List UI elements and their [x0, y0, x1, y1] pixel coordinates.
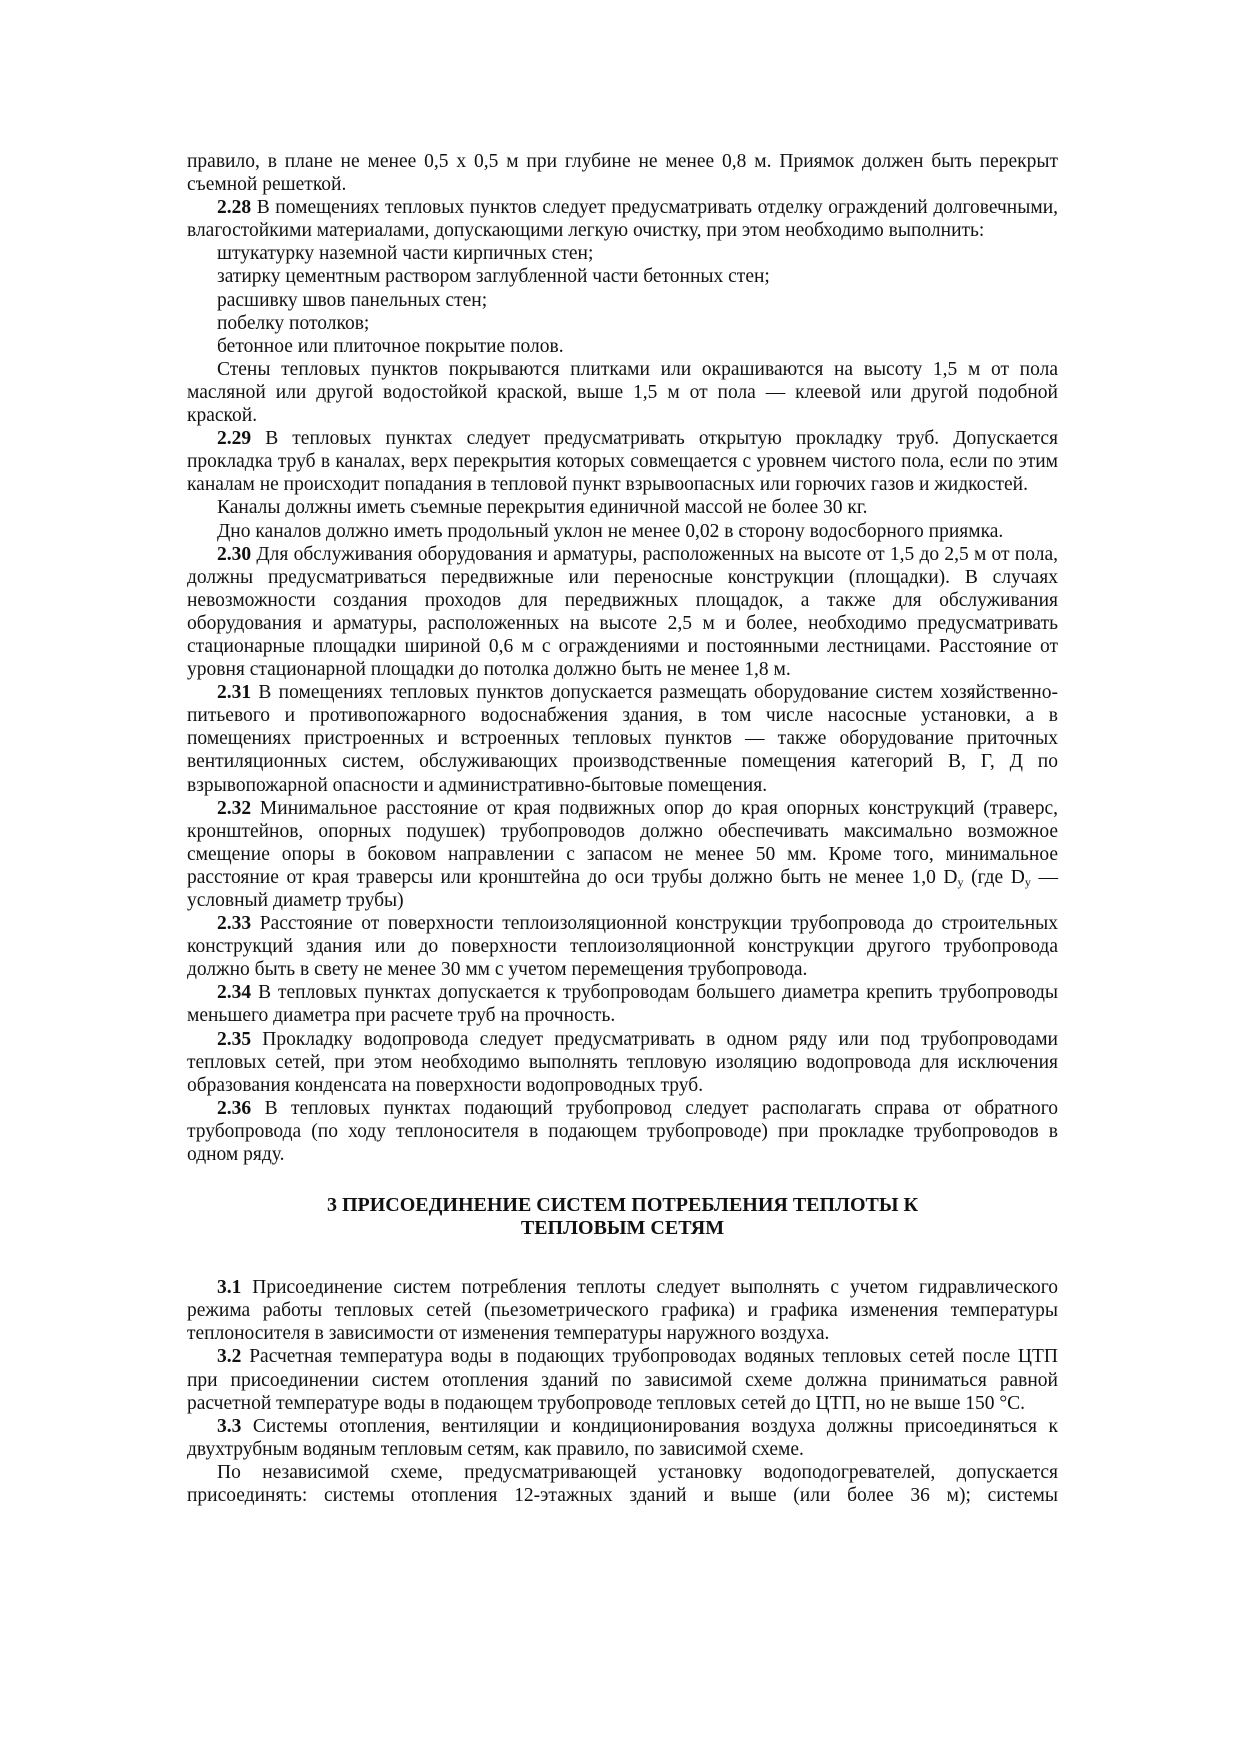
clause-number: 2.30: [217, 543, 252, 565]
clause-2-28: [187, 196, 1058, 242]
subscript: y: [957, 874, 964, 889]
clause-2-36: [187, 1097, 1058, 1166]
heading-line: 3 ПРИСОЕДИНЕНИЕ СИСТЕМ ПОТРЕБЛЕНИЯ ТЕПЛОТЫ К: [326, 1194, 919, 1217]
clause-number: 2.35: [217, 1028, 252, 1050]
clause-text: Системы отопления, вентиляции и кондиционирования воздуха должны присоединяться к двухтрубным водяным тепловым сетям, как правило, по зависимой схеме.: [187, 1415, 1058, 1460]
clause-text: В помещениях тепловых пунктов следует предусматривать отделку ограждений долговечными, влагостойкими материалами, допускающими легкую очистку, при этом необходимо выполнить:: [187, 197, 1058, 242]
paragraph-walls: Стены тепловых пунктов покрываются плитками или окрашиваются на высоту 1,5 м от пола масляной или другой водостойкой краской, выше 1,5 м от пола — клеевой или другой подобной краской.: [187, 358, 1058, 427]
clause-text: В тепловых пунктах допускается к трубопроводам большего диаметра крепить трубопроводы меньшего диаметра при расчете труб на прочность.: [187, 982, 1058, 1027]
clause-2-34: [187, 981, 1058, 1027]
clause-text: В тепловых пунктах следует предусматривать открытую прокладку труб. Допускается прокладка труб в каналах, верх перекрытия которых совмещается с уровнем чистого пола, если по этим каналам не происходит попадания в тепловой пункт взрывоопасных или горючих газов и жидкостей.: [187, 428, 1058, 496]
heading-line: ТЕПЛОВЫМ СЕТЯМ: [520, 1217, 725, 1240]
clause-number: 2.36: [217, 1097, 252, 1119]
clause-2-29: [187, 427, 1058, 496]
clause-2-35: [187, 1028, 1058, 1097]
clause-text: Расчетная температура воды в подающих трубопроводах водяных тепловых сетей после ЦТП при присоединении систем отопления зданий по зависимой схеме должна приниматься равной расчетной температуре воды в подающем трубопроводе тепловых сетей до ЦТП, но не выше 150 °С.: [187, 1346, 1058, 1414]
clause-number: 2.28: [217, 197, 252, 219]
clause-number: 3.1: [217, 1277, 242, 1299]
document-page: [187, 150, 1058, 1507]
paragraph-channels-2: Дно каналов должно иметь продольный уклон не менее 0,02 в сторону водосборного приямка.: [217, 520, 1004, 542]
clause-number: 3.2: [217, 1346, 242, 1368]
paragraph-continuation: правило, в плане не менее 0,5 х 0,5 м при глубине не менее 0,8 м. Приямок должен быть перекрыт съемной решеткой.: [187, 151, 1058, 196]
list-item: побелку потолков;: [217, 312, 370, 334]
clause-text: Для обслуживания оборудования и арматуры, расположенных на высоте от 1,5 до 2,5 м от пола, должны предусматриваться передвижные или переносные конструкции (площадки). В случаях невозможности создания проходов для передвижных площадок, а также для обслуживания оборудования и арматуры, расположенных на высоте 2,5 м и более, необходимо предусматривать стационарные площадки шириной 0,6 м с ограждениями и постоянными лестницами. Расстояние от уровня стационарной площадки до потолка должно быть не менее 1,8 м.: [187, 543, 1058, 681]
subscript: y: [1024, 874, 1031, 889]
paragraph-channels-1: Каналы должны иметь съемные перекрытия единичной массой не более 30 кг.: [217, 497, 868, 519]
clause-text: — условный диаметр трубы): [187, 866, 1058, 911]
clause-text: (где D: [963, 866, 1025, 888]
list-item: расшивку швов панельных стен;: [217, 289, 488, 311]
section-heading: [187, 1194, 1058, 1240]
clause-2-33: [187, 912, 1058, 981]
list-item: бетонное или плиточное покрытие полов.: [217, 335, 564, 357]
clause-text: Прокладку водопровода следует предусматривать в одном ряду или под трубопроводами тепловых сетей, при этом необходимо выполнять тепловую изоляцию водопровода для исключения образования конденсата на поверхности водопроводных труб.: [187, 1028, 1058, 1096]
clause-number: 2.33: [217, 913, 252, 935]
clause-3-3: [187, 1415, 1058, 1461]
clause-text: Минимальное расстояние от края подвижных опор до края опорных конструкций (траверс, кронштейнов, опорных подушек) трубопроводов должно обеспечивать максимально возможное смещение опоры в боковом направлении с запасом не менее 50 мм. Кроме того, минимальное расстояние от края траверсы или кронштейна до оси трубы должно быть не менее 1,0 D: [187, 797, 1058, 888]
clause-2-32: [187, 797, 1058, 912]
clause-3-1: [187, 1276, 1058, 1345]
clause-number: 2.32: [217, 797, 252, 819]
clause-3-2: [187, 1345, 1058, 1414]
list-item: затирку цементным раствором заглубленной части бетонных стен;: [217, 266, 770, 288]
clause-text: Расстояние от поверхности теплоизоляционной конструкции трубопровода до строительных конструкций здания или до поверхности теплоизоляционной конструкции другого трубопровода должно быть в свету не менее 30 мм с учетом перемещения трубопровода.: [187, 913, 1058, 981]
clause-2-30: [187, 543, 1058, 682]
paragraph-independent-scheme: По независимой схеме, предусматривающей установку водоподогревателей, допускается присоединять: системы отопления 12-этажных зданий и выше (или более 36 м); системы: [187, 1461, 1058, 1506]
clause-number: 3.3: [217, 1415, 242, 1437]
clause-text: Присоединение систем потребления теплоты следует выполнять с учетом гидравлического режима работы тепловых сетей (пьезометрического графика) и графика изменения температуры теплоносителя в зависимости от изменения температуры наружного воздуха.: [187, 1277, 1058, 1345]
clause-number: 2.29: [217, 428, 252, 450]
clause-number: 2.34: [217, 982, 252, 1004]
clause-number: 2.31: [217, 682, 252, 704]
list-item: штукатурку наземной части кирпичных стен;: [217, 243, 594, 265]
clause-text: В тепловых пунктах подающий трубопровод следует располагать справа от обратного трубопровода (по ходу теплоносителя в подающем трубопроводе) при прокладке трубопроводов в одном ряду.: [187, 1097, 1058, 1166]
clause-text: В помещениях тепловых пунктов допускается размещать оборудование систем хозяйственно-питьевого и противопожарного водоснабжения здания, в том числе насосные установки, а в помещениях пристроенных и встроенных тепловых пунктов — также оборудование приточных вентиляционных систем, обслуживающих производственные помещения категорий В, Г, Д по взрывопожарной опасности и административно-бытовые помещения.: [187, 682, 1058, 796]
clause-2-31: [187, 681, 1058, 796]
